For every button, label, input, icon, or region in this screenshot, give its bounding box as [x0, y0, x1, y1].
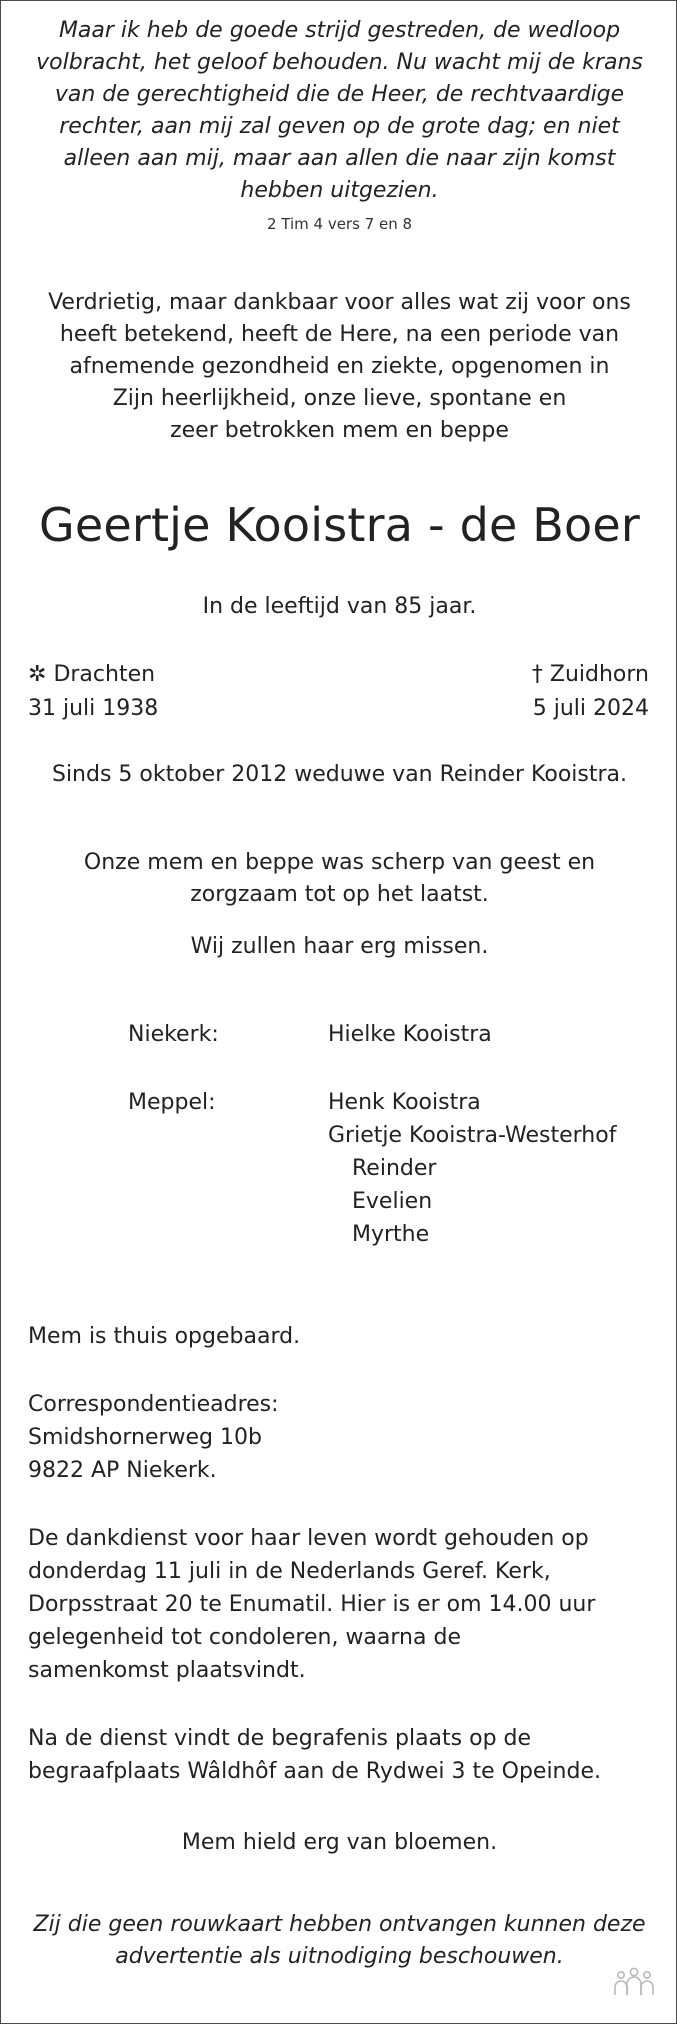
tribute-line: zorgzaam tot op het laatst.	[190, 882, 489, 907]
burial-line: begraafplaats Wâldhôf aan de Rydwei 3 te Opeinde.	[28, 1759, 601, 1784]
announcement-line: afnemende gezondheid en ziekte, opgenomen in	[69, 354, 610, 379]
service-line: gelegenheid tot condoleren, waarna de	[28, 1625, 461, 1650]
deceased-name: Geertje Kooistra - de Boer	[38, 498, 641, 552]
correspondence-line: Correspondentieadres:	[28, 1392, 279, 1417]
quote-line: hebben uitgezien.	[240, 178, 439, 203]
death-cross-icon: †	[531, 662, 543, 687]
miss-line: Wij zullen haar erg missen.	[190, 934, 489, 959]
birth-place	[28, 659, 155, 691]
quote-line: Maar ik heb de goede strijd gestreden, de wedloop	[58, 18, 621, 43]
family-name: Henk Kooistra	[328, 1090, 481, 1115]
tribute-line: Onze mem en beppe was scherp van geest en	[83, 850, 596, 875]
birth-place-label: Drachten	[53, 662, 156, 687]
service-line: De dankdienst voor haar leven wordt gehouden op	[28, 1526, 589, 1551]
age-line: In de leeftijd van 85 jaar.	[202, 594, 477, 619]
birth-date: 31 juli 1938	[28, 696, 159, 721]
grandchild-name: Reinder	[352, 1156, 437, 1181]
family-place: Niekerk:	[128, 1022, 219, 1047]
correspondence-line: Smidshornerweg 10b	[28, 1425, 262, 1450]
quote-line: van de gerechtigheid die de Heer, de rechtvaardige	[54, 82, 625, 107]
invitation-line: advertentie als uitnodiging beschouwen.	[115, 1944, 564, 1969]
birth-star-icon: ✲	[28, 662, 47, 687]
death-date: 5 juli 2024	[532, 696, 649, 721]
family-name: Hielke Kooistra	[328, 1022, 492, 1047]
flowers-line: Mem hield erg van bloemen.	[181, 1830, 498, 1855]
announcement-line: Zijn heerlijkheid, onze lieve, spontane en	[112, 386, 567, 411]
quote-line: alleen aan mij, maar aan allen die naar zijn komst	[63, 146, 616, 171]
grandchild-name: Myrthe	[352, 1222, 430, 1247]
correspondence-line: 9822 AP Niekerk.	[28, 1458, 217, 1483]
death-place	[532, 659, 649, 691]
quote-line: volbracht, het geloof behouden. Nu wacht mij de krans	[36, 50, 643, 75]
announcement-line: Verdrietig, maar dankbaar voor alles wat zij voor ons	[48, 290, 631, 315]
announcement-line: heeft betekend, heeft de Here, na een periode van	[59, 322, 620, 347]
people-group-icon	[612, 1965, 656, 1999]
widow-line: Sinds 5 oktober 2012 weduwe van Reinder Kooistra.	[51, 762, 628, 787]
service-line: samenkomst plaatsvindt.	[28, 1658, 306, 1683]
family-place: Meppel:	[128, 1090, 216, 1115]
grandchild-name: Evelien	[352, 1189, 433, 1214]
announcement-line: zeer betrokken mem en beppe	[170, 418, 509, 443]
laid-out-line: Mem is thuis opgebaard.	[28, 1324, 301, 1349]
quote-reference: 2 Tim 4 vers 7 en 8	[266, 215, 413, 233]
service-line: donderdag 11 juli in de Nederlands Geref. Kerk,	[28, 1559, 551, 1584]
service-line: Dorpsstraat 20 te Enumatil. Hier is er om 14.00 uur	[28, 1592, 596, 1617]
family-name: Grietje Kooistra-Westerhof	[328, 1123, 617, 1148]
burial-line: Na de dienst vindt de begrafenis plaats op de	[28, 1726, 532, 1751]
death-place-label: Zuidhorn	[549, 662, 649, 687]
invitation-line: Zij die geen rouwkaart hebben ontvangen kunnen deze	[33, 1912, 646, 1937]
quote-line: rechter, aan mij zal geven op de grote dag; en niet	[59, 114, 620, 139]
